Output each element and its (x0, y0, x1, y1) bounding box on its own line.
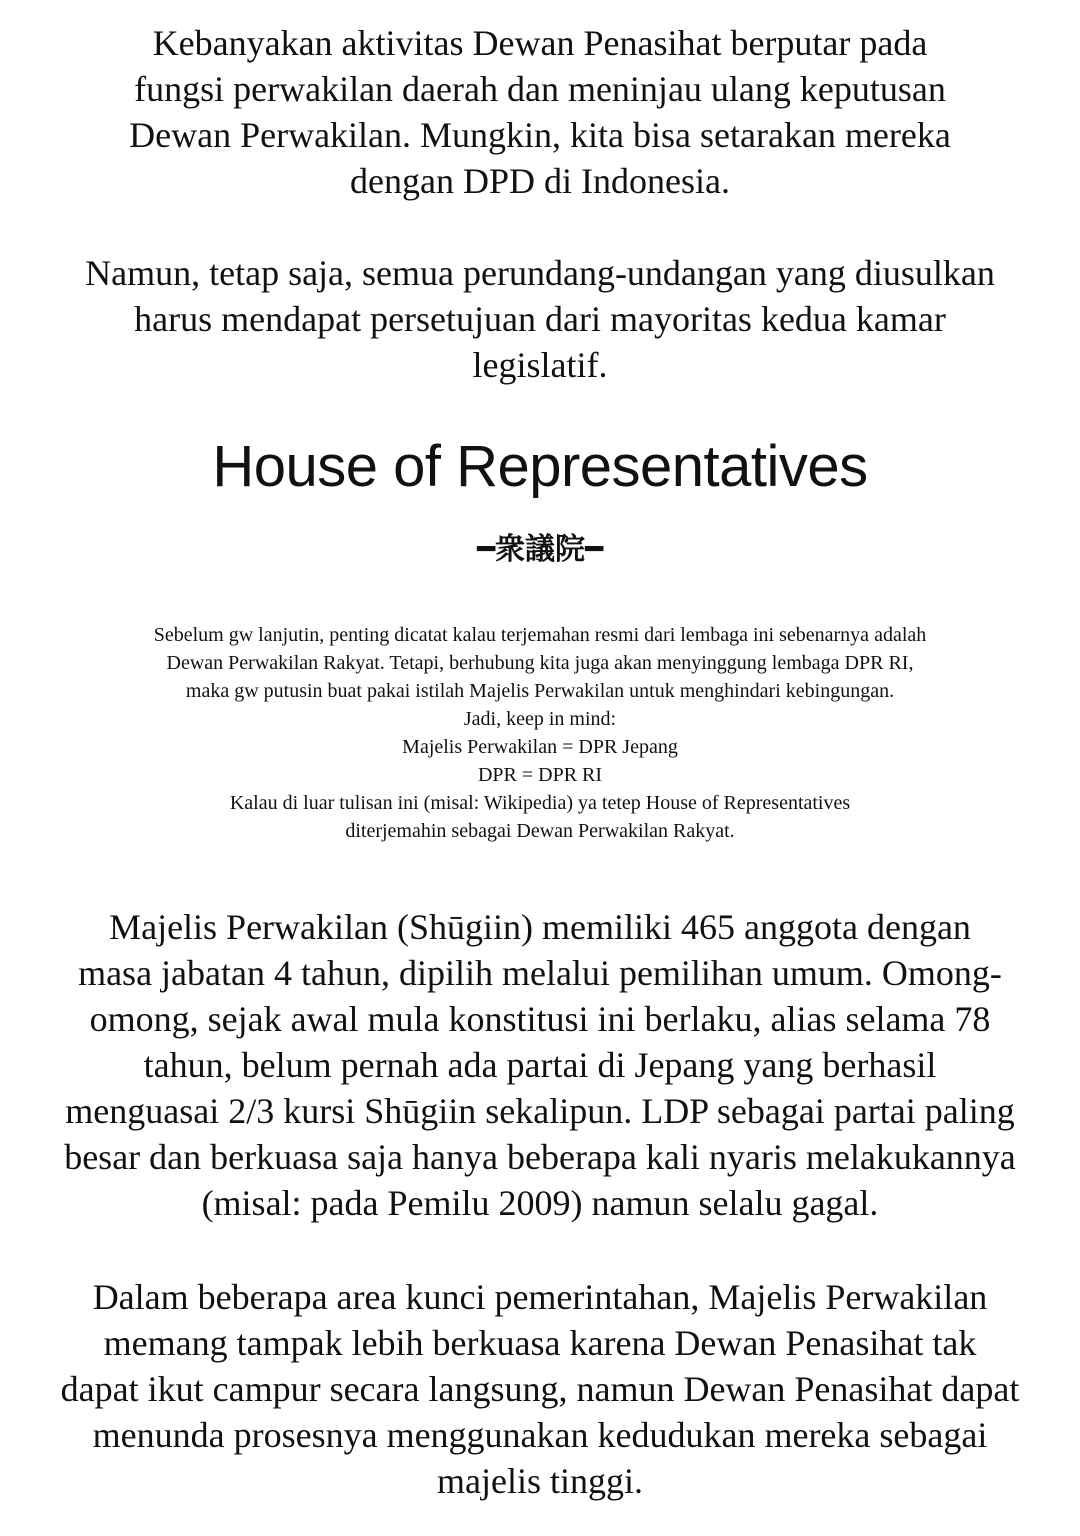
text-line: menunda prosesnya menggunakan kedudukan mereka sebagai (92, 1415, 988, 1455)
intro-paragraph-2 (0, 250, 1080, 388)
note-line: Dewan Perwakilan Rakyat. Tetapi, berhubung kita juga akan menyinggung lembaga DPR RI, (166, 652, 914, 674)
text-line: besar dan berkuasa saja hanya beberapa kali nyaris melakukannya (64, 1137, 1016, 1177)
text-line: masa jabatan 4 tahun, dipilih melalui pemilihan umum. Omong- (78, 953, 1002, 993)
text-line: Dewan Perwakilan. Mungkin, kita bisa setarakan mereka (129, 115, 951, 155)
section-subtitle: ━衆議院━ (476, 532, 604, 567)
note-line: Majelis Perwakilan = DPR Jepang (402, 736, 678, 758)
text-line: tahun, belum pernah ada partai di Jepang yang berhasil (143, 1045, 937, 1085)
text-line: legislatif. (472, 345, 608, 385)
text-line: Kebanyakan aktivitas Dewan Penasihat berputar pada (152, 23, 928, 63)
section-title: House of Representatives (212, 434, 868, 499)
note-line: Kalau di luar tulisan ini (misal: Wikipedia) ya tetep House of Representatives (229, 792, 851, 814)
body-paragraph-2 (0, 1274, 1080, 1504)
text-line: fungsi perwakilan daerah dan meninjau ulang keputusan (134, 69, 946, 109)
text-line: harus mendapat persetujuan dari mayoritas kedua kamar (134, 299, 946, 339)
note-line: DPR = DPR RI (477, 764, 603, 786)
note-line: Jadi, keep in mind: (463, 708, 617, 730)
text-line: Dalam beberapa area kunci pemerintahan, Majelis Perwakilan (92, 1277, 988, 1317)
text-line: dapat ikut campur secara langsung, namun Dewan Penasihat dapat (60, 1369, 1020, 1409)
text-line: Majelis Perwakilan (Shūgiin) memiliki 465 anggota dengan (109, 907, 971, 947)
text-line: dengan DPD di Indonesia. (350, 161, 730, 201)
text-line: menguasai 2/3 kursi Shūgiin sekalipun. LDP sebagai partai paling (65, 1091, 1015, 1131)
intro-paragraph-1 (0, 20, 1080, 204)
text-line: omong, sejak awal mula konstitusi ini berlaku, alias selama 78 (89, 999, 991, 1039)
translation-note (0, 621, 1080, 845)
text-line: (misal: pada Pemilu 2009) namun selalu gagal. (201, 1183, 879, 1223)
note-line: maka gw putusin buat pakai istilah Majelis Perwakilan untuk menghindari kebingungan. (185, 680, 895, 702)
text-line: memang tampak lebih berkuasa karena Dewan Penasihat tak (103, 1323, 977, 1363)
text-line: majelis tinggi. (437, 1461, 643, 1501)
note-line: Sebelum gw lanjutin, penting dicatat kalau terjemahan resmi dari lembaga ini sebenarnya adalah (153, 624, 927, 646)
body-paragraph-1 (0, 904, 1080, 1226)
text-line: Namun, tetap saja, semua perundang-undangan yang diusulkan (85, 253, 995, 293)
note-line: diterjemahin sebagai Dewan Perwakilan Rakyat. (345, 820, 735, 842)
